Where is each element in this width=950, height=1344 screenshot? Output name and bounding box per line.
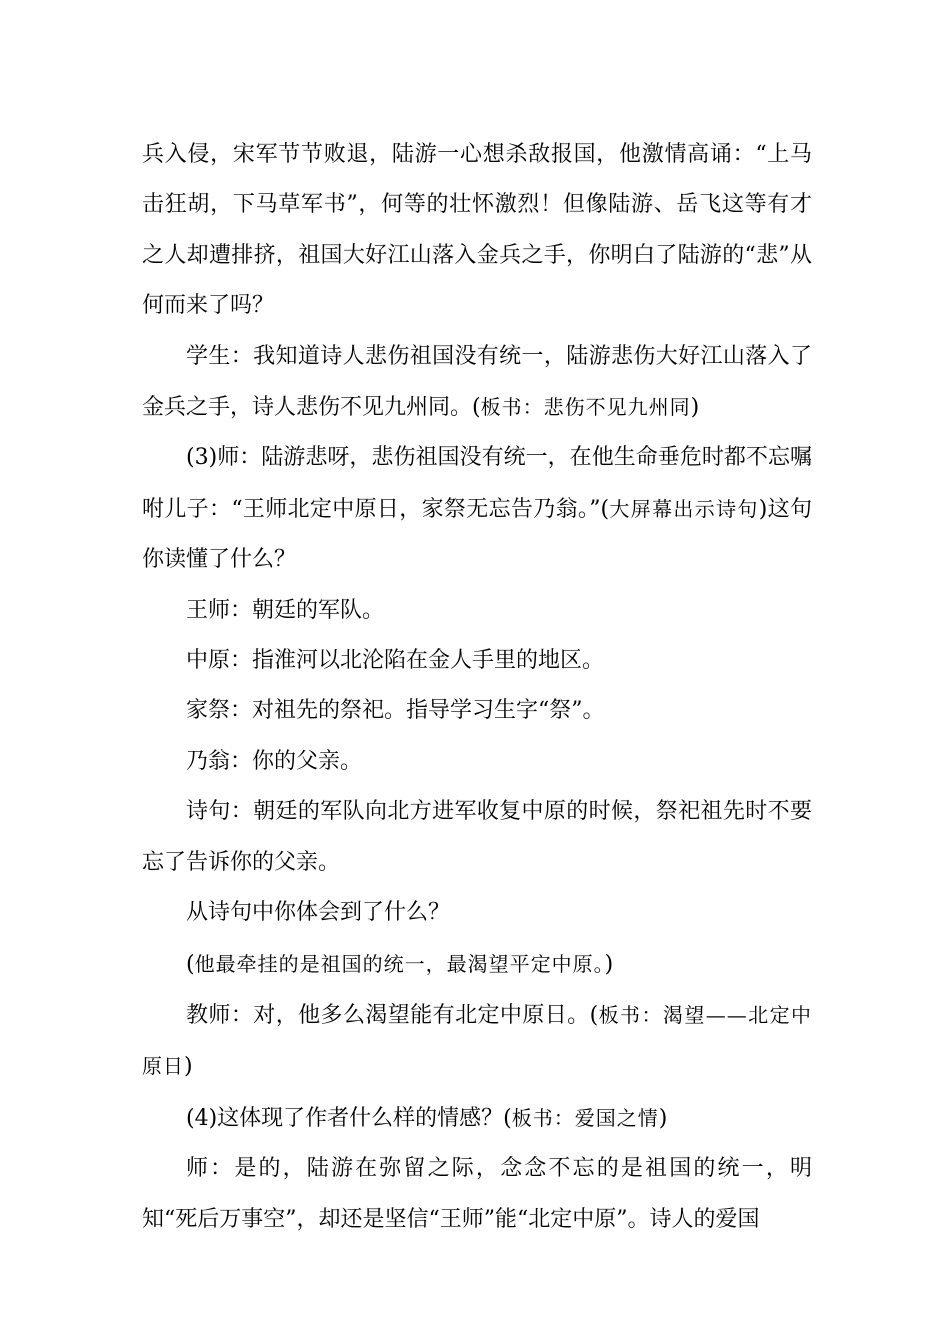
paragraph xyxy=(142,787,812,888)
paragraph-text: 师：是的，陆游在弥留之际，念念不忘的是祖国的统一，明知“死后万事空”，却还是坚信“王师”能“北定中原”。诗人的爱国 xyxy=(142,1156,812,1232)
paragraph-text: ( xyxy=(186,951,195,977)
paragraph-text: 中原：指淮河以北沦陷在金人手里的地区。 xyxy=(186,648,605,674)
paragraph-text: 从诗句中你体会到了什么？ xyxy=(186,900,451,926)
paragraph xyxy=(142,433,812,585)
paragraph-text: 兵入侵，宋军节节败退，陆游一心想杀敌报国，他激情高诵：“上马击狂胡，下马草军书”，何等的壮怀激烈！但像陆游、岳飞这等有才之人却遭排挤，祖国大好江山落入金兵之手，你明白了陆游的“悲”从何而来了吗？ xyxy=(142,142,812,319)
paragraph xyxy=(142,686,812,736)
document-body xyxy=(142,130,812,1245)
paragraph-text: )这句你读懂了什么？ xyxy=(142,496,812,573)
annotation-text: 板书：爱国之情 xyxy=(511,1105,659,1130)
paragraph xyxy=(142,1144,812,1245)
paragraph xyxy=(142,1093,812,1144)
paragraph-text: (4)这体现了作者什么样的情感？( xyxy=(186,1105,512,1131)
annotation-text: 板书：悲伤不见九州同 xyxy=(480,395,691,420)
paragraph-text: 乃翁：你的父亲。 xyxy=(186,748,363,774)
annotation-text: 他最牵挂的是祖国的统一，最渴望平定中原。 xyxy=(194,951,605,976)
paragraph xyxy=(142,636,812,686)
annotation-text: 大屏幕出示诗句 xyxy=(609,496,759,521)
paragraph xyxy=(142,939,812,990)
paragraph xyxy=(142,586,812,636)
paragraph-text: 学生：我知道诗人悲伤祖国没有统一，陆游悲伤大好江山落入了金兵之手，诗人悲伤不见九州同。( xyxy=(142,343,812,421)
paragraph-text: ) xyxy=(690,395,700,421)
paragraph xyxy=(142,888,812,938)
paragraph xyxy=(142,332,812,434)
paragraph-text: 家祭：对祖先的祭祀。指导学习生字“祭”。 xyxy=(186,698,605,724)
paragraph xyxy=(142,130,812,332)
paragraph-text: (3)师：陆游悲呀，悲伤祖国没有统一，在他生命垂危时都不忘嘱咐儿子：“王师北定中原日，家祭无忘告乃翁。”( xyxy=(142,445,812,522)
paragraph-text: ) xyxy=(184,1054,193,1080)
paragraph xyxy=(142,737,812,787)
paragraph-text: 王师：朝廷的军队。 xyxy=(186,597,385,623)
paragraph-text: ) xyxy=(658,1105,668,1131)
annotation-text: 板书：渴望——北定中原日 xyxy=(142,1002,813,1079)
paragraph-text: ) xyxy=(604,951,614,977)
paragraph-text: 教师：对，他多么渴望能有北定中原日。( xyxy=(186,1002,599,1028)
paragraph xyxy=(142,990,812,1093)
paragraph-text: 诗句：朝廷的军队向北方进军收复中原的时候，祭祀祖先时不要忘了告诉你的父亲。 xyxy=(142,799,812,875)
